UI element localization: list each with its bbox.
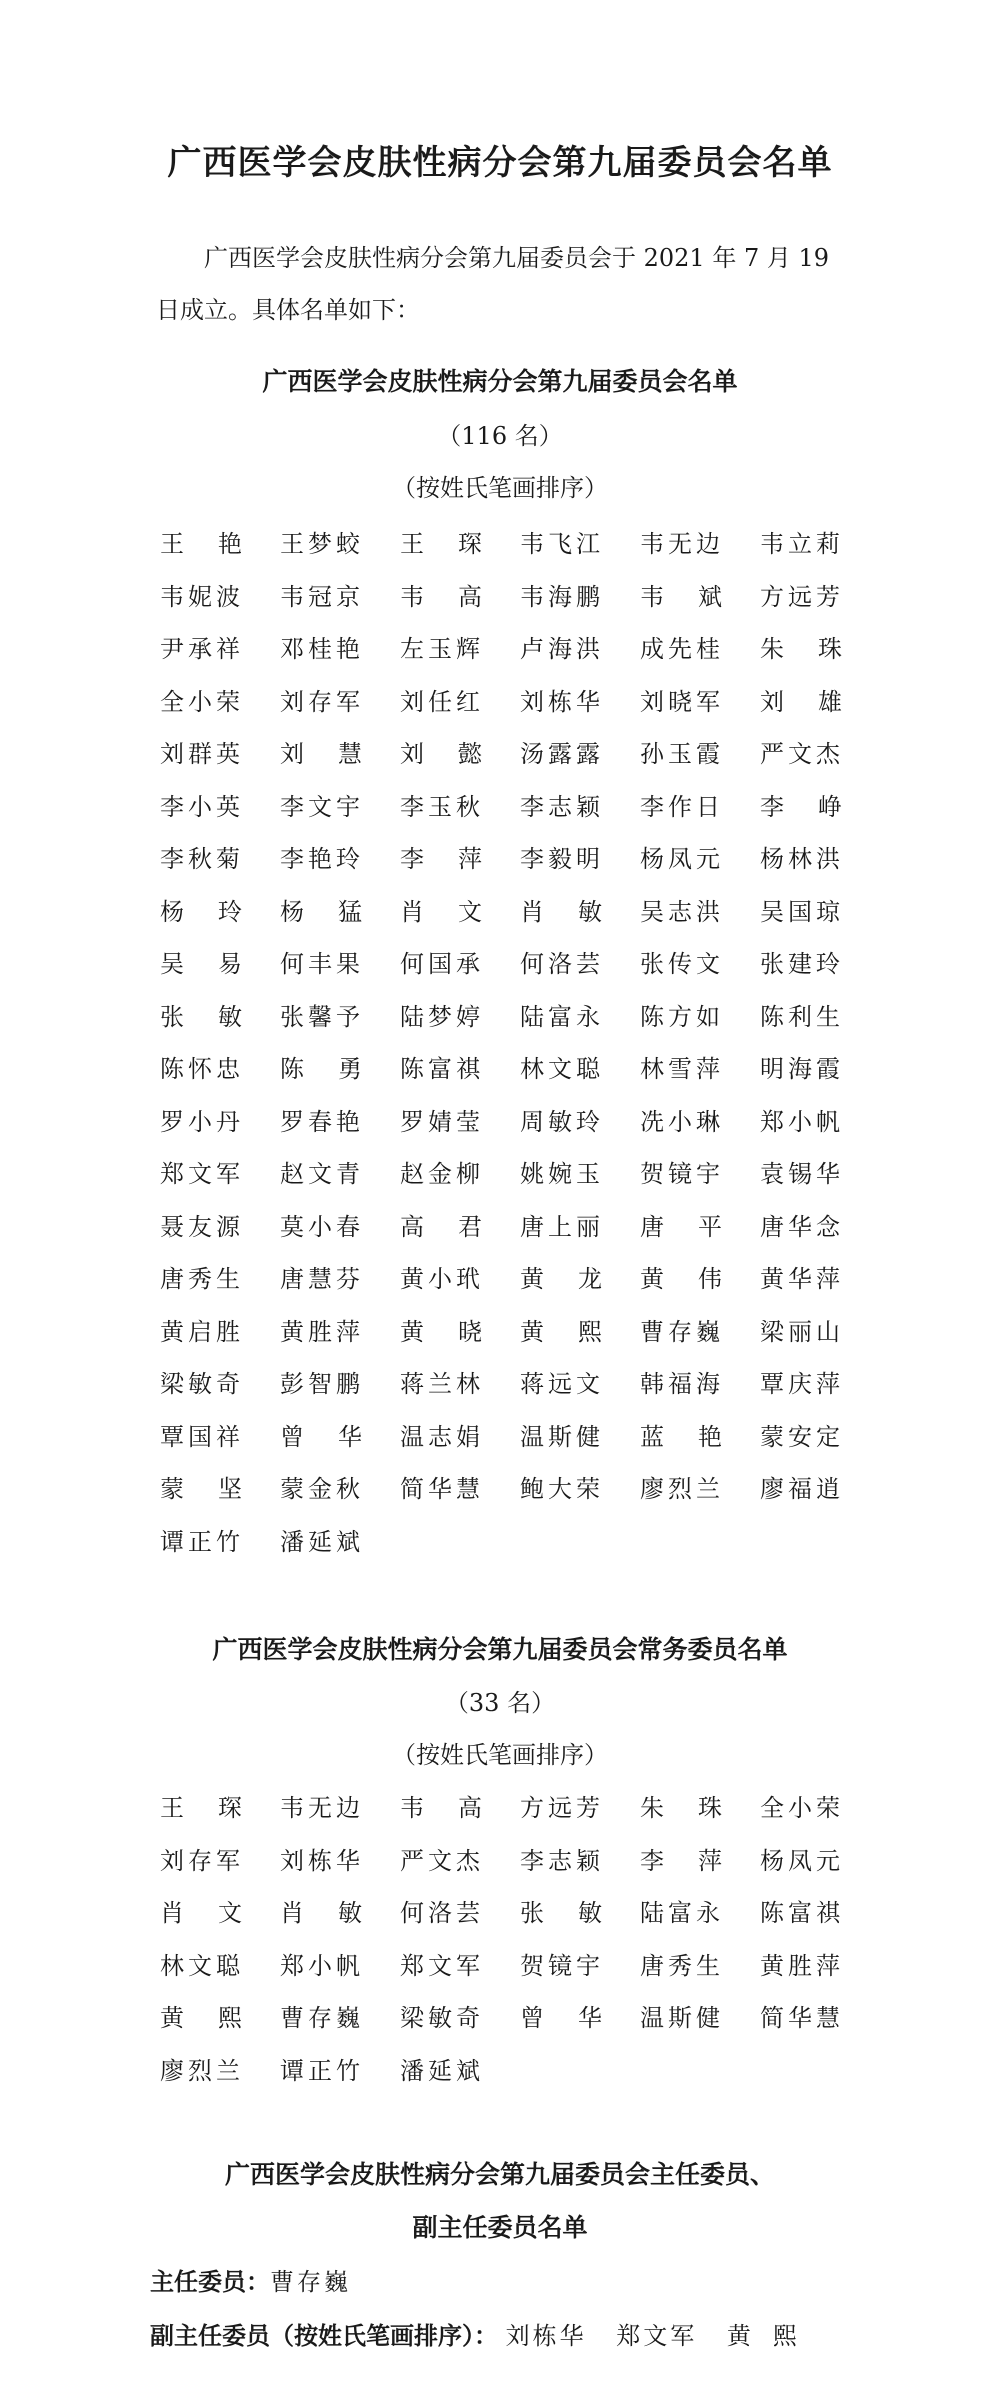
member-name: 潘延斌 xyxy=(280,1527,364,1556)
member-name: 刘群英 xyxy=(160,740,244,768)
committee-order-note: （按姓氏笔画排序） xyxy=(392,474,608,502)
member-name: 陈怀忠 xyxy=(160,1055,244,1083)
member-name: 陆富永 xyxy=(640,1899,724,1927)
member-name: 全小荣 xyxy=(160,687,244,716)
member-name: 覃庆萍 xyxy=(760,1370,844,1398)
member-name: 李毅明 xyxy=(520,845,604,873)
member-name: 吴国琼 xyxy=(760,897,844,926)
member-name: 何洛芸 xyxy=(520,950,604,978)
member-name: 韦无边 xyxy=(640,530,724,558)
member-name: 贺镜宇 xyxy=(520,1951,604,1980)
member-name: 陆梦婷 xyxy=(400,1002,484,1031)
vice-chair-name: 黄熙 xyxy=(726,2322,819,2350)
member-name: 谭正竹 xyxy=(160,1527,244,1556)
member-name: 唐秀生 xyxy=(160,1265,244,1293)
member-name: 蓝艳 xyxy=(640,1422,722,1451)
member-name: 朱珠 xyxy=(640,1794,722,1822)
member-name: 罗小丹 xyxy=(160,1107,244,1136)
member-name: 成先桂 xyxy=(640,635,724,663)
member-name: 周敏玲 xyxy=(520,1107,604,1136)
member-name: 黄小玳 xyxy=(400,1265,484,1293)
member-name: 严文杰 xyxy=(400,1846,484,1875)
member-name: 严文杰 xyxy=(760,740,844,768)
member-name: 陆富永 xyxy=(520,1002,604,1031)
member-name: 张敏 xyxy=(520,1899,602,1927)
member-name: 廖烈兰 xyxy=(160,2056,244,2085)
member-name: 林雪萍 xyxy=(640,1055,724,1083)
member-name: 刘晓军 xyxy=(640,687,724,716)
vice-chair-name: 郑文军 xyxy=(616,2322,698,2350)
standing-count: （33 名） xyxy=(444,1689,556,1717)
member-name: 曾华 xyxy=(520,2004,602,2032)
member-name: 罗春艳 xyxy=(280,1107,364,1136)
member-name: 方远芳 xyxy=(520,1794,604,1822)
member-name: 韦飞江 xyxy=(520,530,604,558)
member-name: 刘雄 xyxy=(760,687,842,716)
member-name: 李文宇 xyxy=(280,792,364,821)
member-name: 潘延斌 xyxy=(400,2056,484,2085)
standing-order-note: （按姓氏笔画排序） xyxy=(392,1741,608,1769)
member-name: 彭智鹏 xyxy=(280,1370,364,1398)
member-name: 鲍大荣 xyxy=(520,1475,604,1503)
member-name: 唐华念 xyxy=(760,1212,844,1241)
member-name: 肖文 xyxy=(400,897,482,926)
member-name: 孙玉霞 xyxy=(640,740,724,768)
member-name: 温斯健 xyxy=(640,2004,724,2032)
member-name: 黄熙 xyxy=(160,2004,242,2032)
member-name: 李志颖 xyxy=(520,1846,604,1875)
member-name: 陈富祺 xyxy=(400,1055,484,1083)
vice-chair-row xyxy=(150,2316,819,2351)
member-name: 刘栋华 xyxy=(280,1846,364,1875)
member-name: 杨林洪 xyxy=(760,845,844,873)
member-name: 黄华萍 xyxy=(760,1265,844,1293)
member-name: 唐平 xyxy=(640,1212,722,1241)
committee-heading: 广西医学会皮肤性病分会第九届委员会名单 xyxy=(262,367,738,396)
member-name: 黄龙 xyxy=(520,1265,602,1293)
member-name: 张传文 xyxy=(640,950,724,978)
member-name: 张建玲 xyxy=(760,950,844,978)
member-name: 韦立莉 xyxy=(760,530,844,558)
member-name: 汤露露 xyxy=(520,740,604,768)
member-name: 郑文军 xyxy=(400,1951,484,1980)
leaders-heading-line-2: 副主任委员名单 xyxy=(412,2213,588,2242)
member-name: 刘存军 xyxy=(160,1846,244,1875)
member-name: 赵文青 xyxy=(280,1160,364,1188)
member-name: 唐秀生 xyxy=(640,1951,724,1980)
intro-line-2: 日成立。具体名单如下： xyxy=(156,296,420,324)
member-name: 吴易 xyxy=(160,950,242,978)
member-name: 肖敏 xyxy=(520,897,602,926)
member-name: 方远芳 xyxy=(760,582,844,611)
member-name: 冼小琳 xyxy=(640,1107,724,1136)
member-name: 简华慧 xyxy=(400,1475,484,1503)
member-name: 肖文 xyxy=(160,1899,242,1927)
document-title: 广西医学会皮肤性病分会第九届委员会名单 xyxy=(167,143,833,183)
chair-label: 主任委员： xyxy=(150,2267,270,2296)
member-name: 曹存巍 xyxy=(280,2004,364,2032)
member-name: 韦高 xyxy=(400,1794,482,1822)
member-name: 陈利生 xyxy=(760,1002,844,1031)
member-name: 明海霞 xyxy=(760,1055,844,1083)
member-name: 蒙坚 xyxy=(160,1475,242,1503)
member-name: 罗婧莹 xyxy=(400,1107,484,1136)
member-name: 李萍 xyxy=(400,845,482,873)
member-name: 李峥 xyxy=(760,792,842,821)
member-name: 赵金柳 xyxy=(400,1160,484,1188)
member-name: 温斯健 xyxy=(520,1422,604,1451)
member-name: 肖敏 xyxy=(280,1899,362,1927)
member-name: 张馨予 xyxy=(280,1002,364,1031)
member-name: 何国承 xyxy=(400,950,484,978)
member-name: 李秋菊 xyxy=(160,845,244,873)
member-name: 韦海鹏 xyxy=(520,582,604,611)
member-name: 李玉秋 xyxy=(400,792,484,821)
member-name: 黄熙 xyxy=(520,1317,602,1346)
committee-member-list xyxy=(160,524,880,1574)
standing-heading: 广西医学会皮肤性病分会第九届委员会常务委员名单 xyxy=(212,1635,788,1664)
member-name: 姚婉玉 xyxy=(520,1160,604,1188)
member-name: 黄伟 xyxy=(640,1265,722,1293)
member-name: 郑文军 xyxy=(160,1160,244,1188)
member-name: 韦斌 xyxy=(640,582,722,611)
member-name: 蒙金秋 xyxy=(280,1475,364,1503)
member-name: 林文聪 xyxy=(160,1951,244,1980)
member-name: 贺镜宇 xyxy=(640,1160,724,1188)
member-name: 朱珠 xyxy=(760,635,842,663)
member-name: 杨玲 xyxy=(160,897,242,926)
member-name: 刘任红 xyxy=(400,687,484,716)
member-name: 谭正竹 xyxy=(280,2056,364,2085)
member-name: 莫小春 xyxy=(280,1212,364,1241)
intro-paragraph xyxy=(156,232,900,336)
member-name: 李作日 xyxy=(640,792,724,821)
member-name: 何洛芸 xyxy=(400,1899,484,1927)
member-name: 韦高 xyxy=(400,582,482,611)
member-name: 梁敏奇 xyxy=(160,1370,244,1398)
member-name: 杨猛 xyxy=(280,897,362,926)
member-name: 韦无边 xyxy=(280,1794,364,1822)
member-name: 刘存军 xyxy=(280,687,364,716)
member-name: 袁锡华 xyxy=(760,1160,844,1188)
member-name: 黄胜萍 xyxy=(280,1317,364,1346)
member-name: 梁敏奇 xyxy=(400,2004,484,2032)
member-name: 刘栋华 xyxy=(520,687,604,716)
leaders-heading-line-1: 广西医学会皮肤性病分会第九届委员会主任委员、 xyxy=(224,2160,775,2189)
member-name: 韦冠京 xyxy=(280,582,364,611)
member-name: 吴志洪 xyxy=(640,897,724,926)
member-name: 曹存巍 xyxy=(640,1317,724,1346)
member-name: 李志颖 xyxy=(520,792,604,821)
member-name: 陈方如 xyxy=(640,1002,724,1031)
member-name: 陈富祺 xyxy=(760,1899,844,1927)
member-name: 简华慧 xyxy=(760,2004,844,2032)
member-name: 郑小帆 xyxy=(760,1107,844,1136)
member-name: 廖烈兰 xyxy=(640,1475,724,1503)
member-name: 廖福逍 xyxy=(760,1475,844,1503)
member-name: 蒋兰林 xyxy=(400,1370,484,1398)
member-name: 覃国祥 xyxy=(160,1422,244,1451)
chair-name: 曹存巍 xyxy=(270,2268,351,2296)
member-name: 王琛 xyxy=(160,1794,242,1822)
member-name: 黄胜萍 xyxy=(760,1951,844,1980)
member-name: 林文聪 xyxy=(520,1055,604,1083)
member-name: 温志娟 xyxy=(400,1422,484,1451)
member-name: 唐慧芬 xyxy=(280,1265,364,1293)
member-name: 蒋远文 xyxy=(520,1370,604,1398)
member-name: 全小荣 xyxy=(760,1794,844,1822)
member-name: 王艳 xyxy=(160,530,242,558)
member-name: 聂友源 xyxy=(160,1212,244,1241)
member-name: 曾华 xyxy=(280,1422,362,1451)
member-name: 蒙安定 xyxy=(760,1422,844,1451)
member-name: 刘懿 xyxy=(400,740,482,768)
member-name: 唐上丽 xyxy=(520,1212,604,1241)
member-name: 黄晓 xyxy=(400,1317,482,1346)
member-name: 梁丽山 xyxy=(760,1317,844,1346)
member-name: 李萍 xyxy=(640,1846,722,1875)
member-name: 高君 xyxy=(400,1212,482,1241)
member-name: 韩福海 xyxy=(640,1370,724,1398)
member-name: 李艳玲 xyxy=(280,845,364,873)
member-name: 杨凤元 xyxy=(760,1846,844,1875)
member-name: 何丰果 xyxy=(280,950,364,978)
member-name: 张敏 xyxy=(160,1002,242,1031)
vice-chair-label: 副主任委员（按姓氏笔画排序）： xyxy=(150,2321,498,2350)
member-name: 王梦蛟 xyxy=(280,530,364,558)
member-name: 卢海洪 xyxy=(520,635,604,663)
member-name: 陈勇 xyxy=(280,1055,362,1083)
chair-row xyxy=(150,2262,351,2297)
committee-count: （116 名） xyxy=(437,422,563,450)
member-name: 郑小帆 xyxy=(280,1951,364,1980)
standing-member-list xyxy=(160,1788,880,2103)
member-name: 刘慧 xyxy=(280,740,362,768)
member-name: 韦妮波 xyxy=(160,582,244,611)
member-name: 杨凤元 xyxy=(640,845,724,873)
member-name: 王琛 xyxy=(400,530,482,558)
intro-line-1: 广西医学会皮肤性病分会第九届委员会于 2021 年 7 月 19 xyxy=(204,244,830,272)
member-name: 李小英 xyxy=(160,792,244,821)
member-name: 邓桂艳 xyxy=(280,635,364,663)
member-name: 黄启胜 xyxy=(160,1317,244,1346)
member-name: 左玉辉 xyxy=(400,635,484,663)
vice-chair-name: 刘栋华 xyxy=(505,2322,587,2350)
member-name: 尹承祥 xyxy=(160,635,244,663)
